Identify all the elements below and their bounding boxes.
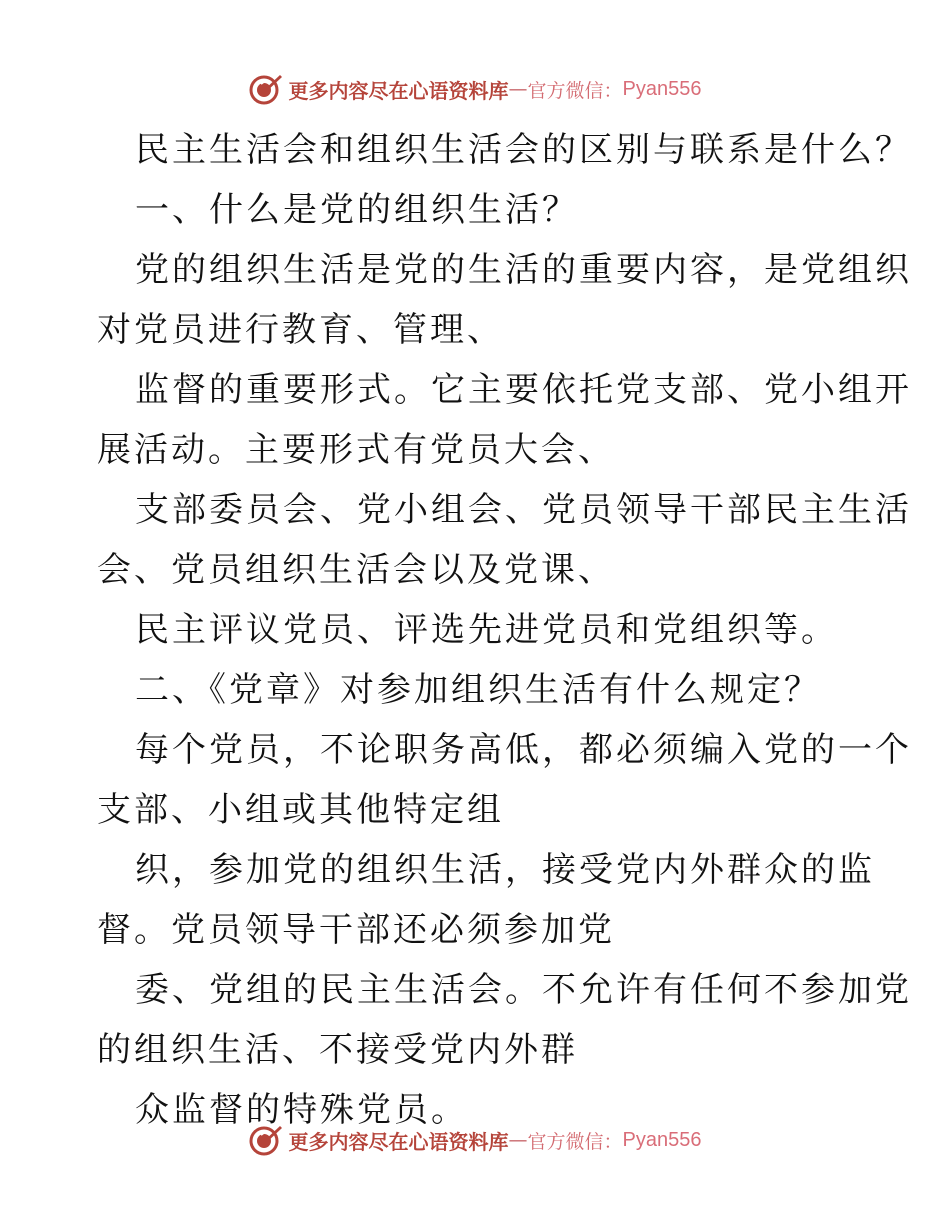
body-line: 每个党员，不论职务高低，都必须编入党的一个 — [135, 730, 912, 770]
footer-banner-dash: — — [508, 1129, 528, 1151]
body-line: 委、党组的民主生活会。不允许有任何不参加党 — [135, 970, 912, 1010]
header-banner-text: 更多内容尽在心语资料库 — [288, 78, 509, 103]
body-line: 督。党员领导干部还必须参加党 — [97, 910, 615, 950]
body-line: 支部委员会、党小组会、党员领导干部民主生活 — [135, 490, 912, 530]
body-line: 党的组织生活是党的生活的重要内容，是党组织 — [135, 250, 912, 290]
footer-banner-text: 更多内容尽在心语资料库 — [288, 1129, 509, 1154]
footer-wechat-label: 官方微信： — [527, 1130, 623, 1153]
pen-logo-icon — [249, 1123, 283, 1157]
body-line: 民主评议党员、评选先进党员和党组织等。 — [135, 610, 838, 650]
body-line: 监督的重要形式。它主要依托党支部、党小组开 — [135, 370, 912, 410]
body-line: 支部、小组或其他特定组 — [97, 790, 504, 830]
body-line: 对党员进行教育、管理、 — [97, 310, 504, 350]
body-line: 一、什么是党的组织生活？ — [135, 190, 579, 230]
body-line: 民主生活会和组织生活会的区别与联系是什么？ — [135, 130, 912, 170]
document-body — [97, 120, 912, 1140]
body-line: 众监督的特殊党员。 — [135, 1090, 468, 1130]
body-line: 的组织生活、不接受党内外群 — [97, 1030, 578, 1070]
body-line: 展活动。主要形式有党员大会、 — [97, 430, 615, 470]
header-wechat-id: Pyan556 — [622, 77, 702, 100]
pen-logo-icon — [249, 72, 283, 106]
header-banner — [0, 69, 950, 109]
body-line: 二、《党章》对参加组织生活有什么规定？ — [135, 670, 821, 710]
body-line: 会、党员组织生活会以及党课、 — [97, 550, 615, 590]
body-line: 织，参加党的组织生活，接受党内外群众的监 — [135, 850, 875, 890]
header-wechat-label: 官方微信： — [527, 79, 623, 102]
header-banner-dash: — — [508, 78, 528, 100]
footer-wechat-id: Pyan556 — [622, 1128, 702, 1151]
footer-banner — [0, 1120, 950, 1160]
